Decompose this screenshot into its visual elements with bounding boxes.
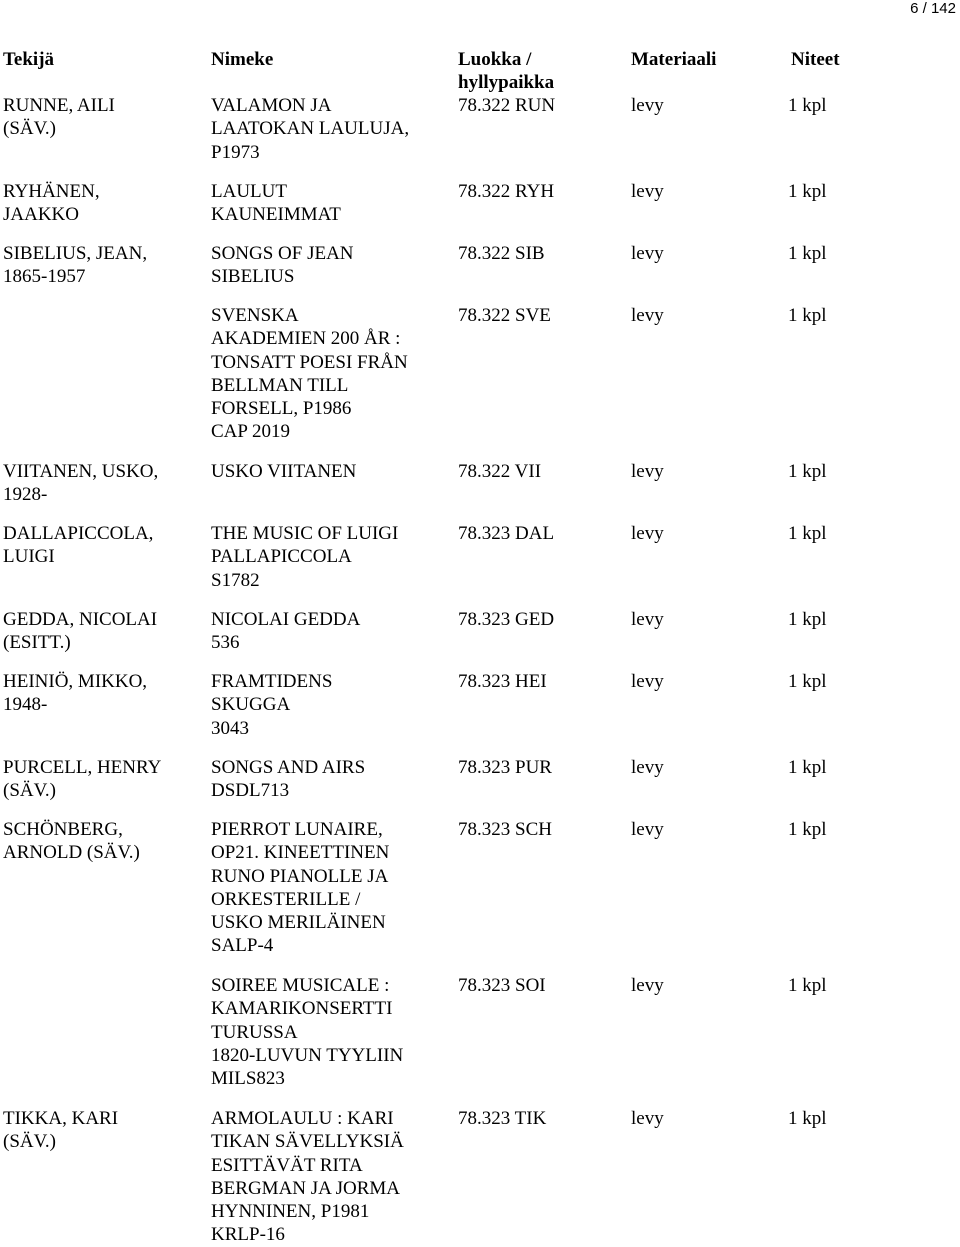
table-body <box>0 94 960 1247</box>
author-cell <box>3 180 198 227</box>
copies-cell: 1 kpl <box>788 975 827 996</box>
title-cell <box>211 94 446 164</box>
title-line: MILS823 <box>211 1068 285 1090</box>
author-cell <box>3 1107 198 1154</box>
author-line: SCHÖNBERG, <box>3 819 123 840</box>
title-line: PALLAPICCOLA <box>211 546 352 568</box>
copies-cell: 1 kpl <box>788 757 827 778</box>
author-line: GEDDA, NICOLAI <box>3 609 158 630</box>
title-line: LAATOKAN LAULUJA, <box>211 118 410 140</box>
table-row <box>0 756 960 818</box>
material-cell: levy <box>631 305 664 326</box>
header-copies: Niteet <box>791 49 840 70</box>
table-row <box>0 94 960 180</box>
title-cell <box>211 1107 446 1247</box>
copies-cell: 1 kpl <box>788 609 827 630</box>
author-cell <box>3 670 198 717</box>
title-line: TONSATT POESI FRÅN <box>211 351 408 373</box>
title-cell <box>211 818 446 958</box>
author-line: RYHÄNEN, <box>3 181 100 202</box>
class-cell: 78.323 GED <box>458 609 555 630</box>
title-line: 3043 <box>211 717 249 739</box>
author-cell <box>3 242 198 289</box>
title-line: NICOLAI GEDDA <box>211 609 361 630</box>
author-line: (SÄV.) <box>3 780 56 802</box>
author-line: TIKKA, KARI <box>3 1108 119 1129</box>
title-line: S1782 <box>211 569 260 591</box>
material-cell: levy <box>631 523 664 544</box>
title-cell <box>211 608 446 655</box>
title-line: SONGS AND AIRS <box>211 757 366 778</box>
class-cell: 78.323 DAL <box>458 523 555 544</box>
material-cell: levy <box>631 95 664 116</box>
title-line: THE MUSIC OF LUIGI <box>211 523 399 544</box>
title-line: KAMARIKONSERTTI <box>211 998 393 1020</box>
table-row <box>0 522 960 608</box>
title-cell <box>211 242 446 289</box>
author-line: PURCELL, HENRY <box>3 757 162 778</box>
table-row <box>0 818 960 974</box>
class-cell: 78.322 SIB <box>458 243 545 264</box>
title-line: TIKAN SÄVELLYKSIÄ <box>211 1131 404 1153</box>
table-row <box>0 670 960 756</box>
material-cell: levy <box>631 609 664 630</box>
author-line: HEINIÖ, MIKKO, <box>3 671 148 692</box>
copies-cell: 1 kpl <box>788 819 827 840</box>
table-row <box>0 242 960 304</box>
title-line: OP21. KINEETTINEN <box>211 842 390 864</box>
author-cell <box>3 818 198 865</box>
author-line: 1948- <box>3 694 48 716</box>
class-cell: 78.323 SCH <box>458 819 552 840</box>
author-line: VIITANEN, USKO, <box>3 461 159 482</box>
table-row <box>0 460 960 522</box>
title-line: ESITTÄVÄT RITA <box>211 1154 363 1176</box>
author-cell <box>3 522 198 569</box>
title-line: LAULUT <box>211 181 287 202</box>
table-row <box>0 608 960 670</box>
title-line: SONGS OF JEAN <box>211 243 354 264</box>
table-row <box>0 974 960 1107</box>
header-class-line: hyllypaikka <box>458 72 555 94</box>
table-row <box>0 304 960 460</box>
title-line: TURUSSA <box>211 1021 298 1043</box>
title-line: 1820-LUVUN TYYLIIN <box>211 1044 404 1066</box>
author-line: 1865-1957 <box>3 266 86 288</box>
author-line: JAAKKO <box>3 204 79 226</box>
material-cell: levy <box>631 1108 664 1129</box>
author-line: 1928- <box>3 484 48 506</box>
class-cell: 78.323 SOI <box>458 975 546 996</box>
title-cell <box>211 974 446 1090</box>
class-cell: 78.322 VII <box>458 461 542 482</box>
title-line: ARMOLAULU : KARI <box>211 1108 394 1129</box>
material-cell: levy <box>631 243 664 264</box>
material-cell: levy <box>631 757 664 778</box>
title-line: PIERROT LUNAIRE, <box>211 819 383 840</box>
title-line: USKO VIITANEN <box>211 461 357 482</box>
author-line: (SÄV.) <box>3 118 56 140</box>
author-line: RUNNE, AILI <box>3 95 115 116</box>
title-cell <box>211 522 446 592</box>
title-line: FRAMTIDENS <box>211 671 333 692</box>
copies-cell: 1 kpl <box>788 671 827 692</box>
title-line: HYNNINEN, P1981 <box>211 1201 370 1223</box>
author-line: (ESITT.) <box>3 632 71 654</box>
material-cell: levy <box>631 819 664 840</box>
catalog-table <box>0 48 960 1247</box>
header-title: Nimeke <box>211 49 274 70</box>
title-line: SOIREE MUSICALE : <box>211 975 390 996</box>
title-line: DSDL713 <box>211 780 290 802</box>
header-class-line: Luokka / <box>458 49 532 70</box>
page-number: 6 / 142 <box>910 0 956 17</box>
table-row <box>0 180 960 242</box>
author-line: LUIGI <box>3 546 55 568</box>
title-line: KRLP-16 <box>211 1224 285 1246</box>
table-row <box>0 1107 960 1247</box>
author-cell <box>3 608 198 655</box>
material-cell: levy <box>631 461 664 482</box>
title-cell <box>211 180 446 227</box>
author-line: SIBELIUS, JEAN, <box>3 243 148 264</box>
title-line: 536 <box>211 632 240 654</box>
copies-cell: 1 kpl <box>788 305 827 326</box>
title-cell <box>211 756 446 803</box>
material-cell: levy <box>631 671 664 692</box>
title-cell <box>211 304 446 444</box>
title-line: SKUGGA <box>211 694 291 716</box>
title-line: BELLMAN TILL <box>211 374 349 396</box>
material-cell: levy <box>631 975 664 996</box>
title-line: BERGMAN JA JORMA <box>211 1177 400 1199</box>
title-line: USKO MERILÄINEN <box>211 912 386 934</box>
class-cell: 78.322 SVE <box>458 305 551 326</box>
title-line: KAUNEIMMAT <box>211 204 341 226</box>
title-cell <box>211 670 446 740</box>
class-cell: 78.323 TIK <box>458 1108 547 1129</box>
table-header <box>0 48 960 94</box>
copies-cell: 1 kpl <box>788 95 827 116</box>
class-cell: 78.323 PUR <box>458 757 552 778</box>
author-line: DALLAPICCOLA, <box>3 523 154 544</box>
header-material: Materiaali <box>631 49 717 70</box>
title-line: FORSELL, P1986 <box>211 398 352 420</box>
copies-cell: 1 kpl <box>788 461 827 482</box>
title-line: VALAMON JA <box>211 95 332 116</box>
author-cell <box>3 94 198 141</box>
header-author: Tekijä <box>3 49 55 70</box>
title-cell <box>211 460 446 483</box>
title-line: SVENSKA <box>211 305 299 326</box>
class-cell: 78.322 RYH <box>458 181 555 202</box>
class-cell: 78.322 RUN <box>458 95 556 116</box>
copies-cell: 1 kpl <box>788 243 827 264</box>
copies-cell: 1 kpl <box>788 181 827 202</box>
author-cell <box>3 756 198 803</box>
title-line: SALP-4 <box>211 935 274 957</box>
title-line: RUNO PIANOLLE JA <box>211 865 389 887</box>
title-line: ORKESTERILLE / <box>211 888 361 910</box>
title-line: SIBELIUS <box>211 266 295 288</box>
class-cell: 78.323 HEI <box>458 671 547 692</box>
title-line: AKADEMIEN 200 ÅR : <box>211 328 401 350</box>
header-class <box>458 48 628 95</box>
copies-cell: 1 kpl <box>788 523 827 544</box>
material-cell: levy <box>631 181 664 202</box>
author-cell <box>3 460 198 507</box>
title-line: CAP 2019 <box>211 421 291 443</box>
author-line: ARNOLD (SÄV.) <box>3 842 140 864</box>
author-line: (SÄV.) <box>3 1131 56 1153</box>
title-line: P1973 <box>211 141 260 163</box>
copies-cell: 1 kpl <box>788 1108 827 1129</box>
